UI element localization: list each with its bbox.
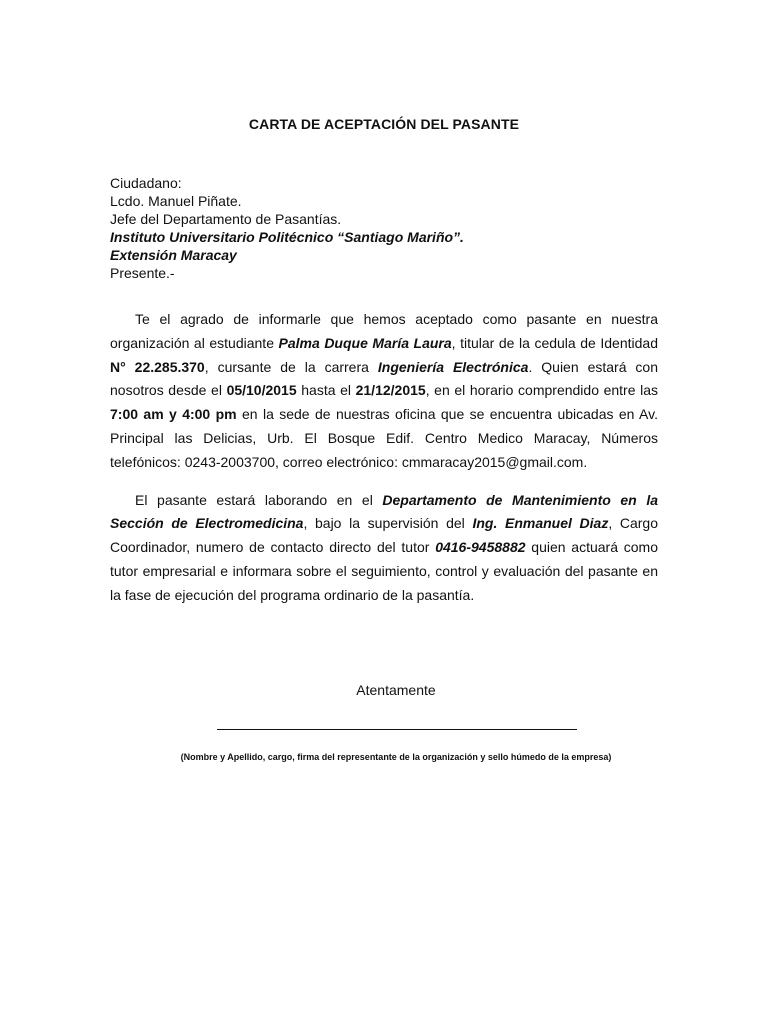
salutation: Ciudadano: bbox=[110, 175, 182, 191]
paragraph-supervision bbox=[110, 489, 658, 608]
p2-text-3: , Cargo Coordinador, numero de contacto directo del tutor bbox=[110, 515, 658, 556]
p1-text-7: en la sede de nuestras oficina que se encuentra ubicadas en Av. Principal las Delicias, Urb. El Bosque Edif. Centro Medico Maracay, Números telefónicos: 0243-2003700, correo electrónico: cmmaracay2015@gmail.com. bbox=[110, 406, 658, 470]
start-date: 05/10/2015 bbox=[226, 382, 297, 399]
p2-text-2: , bajo la supervisión del bbox=[303, 515, 473, 532]
p1-text-2: , titular de la cedula de Identidad bbox=[451, 334, 658, 351]
p1-text-3: , cursante de la carrera bbox=[204, 358, 378, 375]
signature-caption: (Nombre y Apellido, cargo, firma del representante de la organización y sello húmedo de la empresa) bbox=[180, 752, 612, 762]
signature-line bbox=[217, 729, 577, 730]
student-name: Palma Duque María Laura bbox=[278, 334, 452, 351]
schedule: 7:00 am y 4:00 pm bbox=[110, 406, 237, 423]
p1-text-5: hasta el bbox=[296, 382, 356, 399]
institution-extension: Extensión Maracay bbox=[110, 247, 237, 263]
paragraph-acceptance bbox=[110, 308, 658, 475]
p2-text-4: quien actuará como tutor empresarial e informara sobre el seguimiento, control y evaluación del pasante en la fase de ejecución del programa ordinario de la pasantía. bbox=[110, 539, 658, 603]
letter-title: CARTA DE ACEPTACIÓN DEL PASANTE bbox=[248, 116, 520, 132]
institution-name: Instituto Universitario Politécnico “Santiago Mariño”. bbox=[110, 229, 464, 245]
closing: Atentamente bbox=[356, 682, 436, 698]
department: Departamento de Mantenimiento en la Sección de Electromedicina bbox=[110, 491, 658, 532]
p1-text-1: Te el agrado de informarle que hemos aceptado como pasante en nuestra organización al estudiante bbox=[110, 311, 658, 351]
tutor-phone: 0416-9458882 bbox=[435, 539, 526, 556]
tutor-name: Ing. Enmanuel Diaz bbox=[472, 515, 609, 532]
career: Ingeniería Electrónica bbox=[377, 358, 529, 375]
p1-text-4: . Quien estará con nosotros desde el bbox=[110, 358, 659, 399]
addressee-name: Lcdo. Manuel Piñate. bbox=[110, 193, 242, 209]
addressee-block bbox=[110, 174, 670, 282]
end-date: 21/12/2015 bbox=[355, 382, 426, 399]
presente: Presente.- bbox=[110, 265, 175, 281]
addressee-position: Jefe del Departamento de Pasantías. bbox=[110, 211, 342, 227]
letter-body bbox=[110, 308, 658, 622]
p1-text-6: , en el horario comprendido entre las bbox=[425, 382, 658, 399]
p2-text-1: El pasante estará laborando en el bbox=[135, 491, 383, 508]
id-number: N° 22.285.370 bbox=[110, 358, 205, 375]
